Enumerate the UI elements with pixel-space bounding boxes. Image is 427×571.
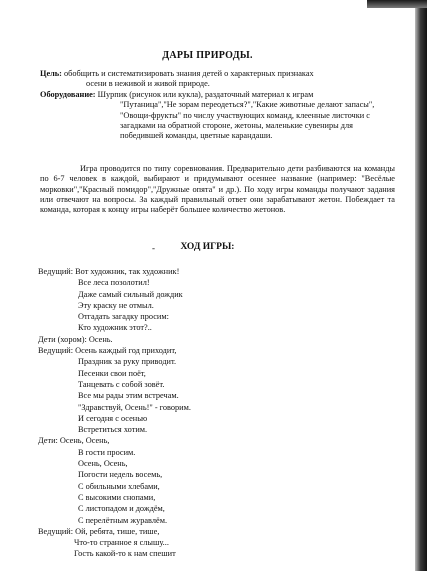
script-line: Песенки свои поёт, [78, 368, 146, 378]
script-line: Все мы рады этим встречам. [78, 391, 179, 401]
goal-text-continued: осени в неживой и живой природе. [86, 79, 210, 88]
equipment-line: победившей команды, цветные карандаши. [120, 131, 273, 141]
script-line: И сегодня с осенью [78, 413, 148, 423]
script-line: Танцевать с собой зовёт. [78, 379, 165, 389]
equipment-line: "Овощи-фрукты" по числу участвующих команд, клеенные листочки с [120, 110, 370, 120]
script-line: "Здравствуй, Осень!" - говорим. [78, 402, 191, 412]
script-line: Даже самый сильный дождик [78, 289, 183, 299]
section-dash: - [152, 243, 155, 253]
script-line: С обильными хлебами, [78, 481, 160, 491]
script-line: Что-то странное я слышу... [74, 538, 169, 548]
script-line: Отгадать загадку просим: [78, 312, 169, 322]
script-line: Ведущий: Осень каждый год приходит, [38, 346, 177, 356]
equipment-text: Шурпик (рисунок или кукла), раздаточный материал к играм [97, 90, 314, 99]
intro-paragraph: Игра проводится по типу соревнования. Предварительно дети разбиваются на команды по 6-7 человек в каждой, выбирают и придумывают осеннее название (например: "Весёлые морковки","Красный помидор","Дружные опята" и др.). По ходу игры команды получают задания или отвечают на вопросы. За каждый правильный ответ они зарабатывают жетон. Побеждает та команда, которая к концу игры наберёт большее количество жетонов. [40, 164, 395, 215]
scan-shadow-edge [415, 0, 427, 571]
goal-label: Цель: [40, 69, 62, 78]
document-title: ДАРЫ ПРИРОДЫ. [162, 50, 253, 61]
script-line: Дети: Осень, Осень, [38, 436, 110, 446]
script-line: Эту краску не отмыл. [78, 300, 154, 310]
script-line: Праздник за руку приводит. [78, 357, 177, 367]
script-line: С перелётным журавлём. [78, 515, 168, 525]
equipment-label: Оборудование: [40, 90, 96, 99]
equipment-line: загадками на обратной стороне, жетоны, маленькие сувениры для [120, 120, 353, 130]
goal-text: обобщить и систематизировать знания детей о характерных признаках [64, 69, 314, 78]
script-line: Ведущий: Ой, ребята, тише, тише, [38, 526, 160, 536]
equipment-paragraph [40, 90, 396, 141]
section-heading: ХОД ИГРЫ: [180, 242, 235, 252]
script-line: Встретиться хотим. [78, 425, 148, 435]
game-script [38, 266, 388, 560]
script-line: С листопадом и дождём, [78, 504, 165, 514]
script-line: Гость какой-то к нам спешит [74, 549, 176, 559]
script-line: Ведущий: Вот художник, так художник! [38, 267, 180, 276]
script-line: Погости недель восемь, [78, 470, 163, 480]
equipment-line: "Путаница","Не зорам переодеться?","Какие животные делают запасы", [120, 100, 375, 110]
script-line: Кто художник этот?.. [78, 323, 152, 333]
script-line: Осень, Осень, [78, 459, 128, 469]
goal-paragraph [40, 69, 396, 79]
script-line: Дети (хором): Осень. [38, 334, 113, 344]
script-line: В гости просим. [78, 447, 136, 457]
script-line: С высокими снопами, [78, 492, 156, 502]
script-line: Все леса позолотил! [78, 278, 150, 288]
